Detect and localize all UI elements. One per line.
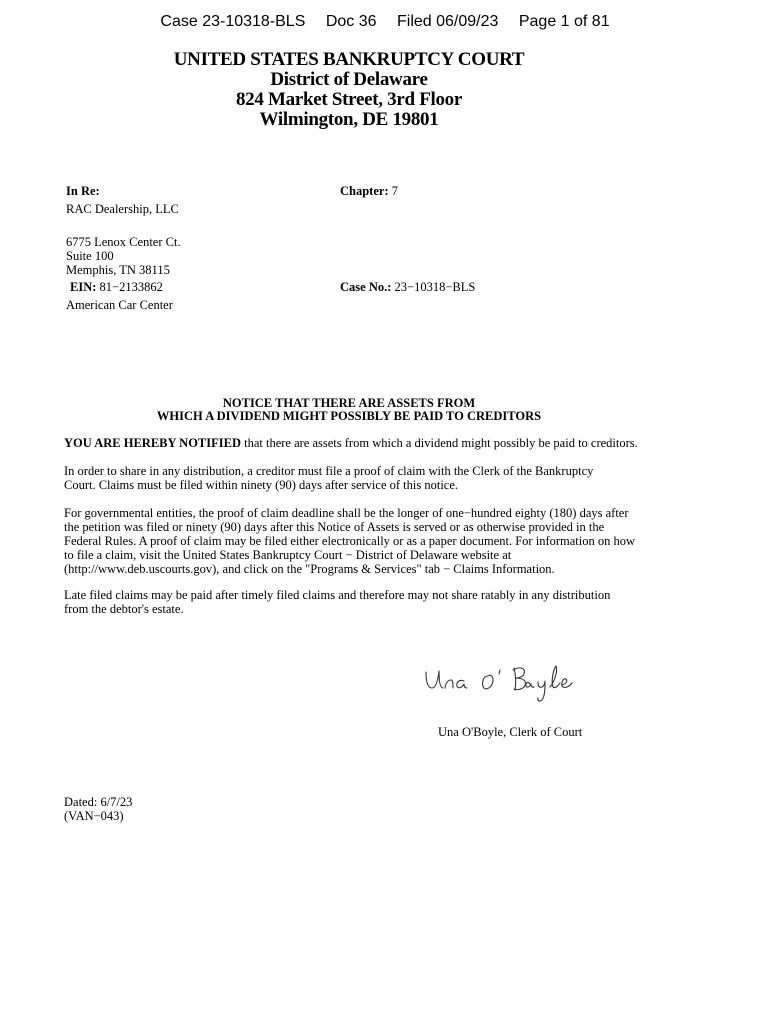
header-filed-date: Filed 06/09/23	[396, 13, 499, 30]
debtor-dba: American Car Center	[66, 298, 173, 312]
clerk-name-title: Una O'Boyle, Clerk of Court	[438, 725, 583, 739]
court-street: 824 Market Street, 3rd Floor	[235, 89, 463, 110]
form-code: (VAN−043)	[64, 809, 124, 823]
notice-paragraph-3: For governmental entities, the proof of claim deadline shall be the longer of one−hundred eighty (180) days after the petition was filed or ninety (90) days after this Notice of Assets is served or as otherwise provided in the Federal Rules. A proof of claim may be filed either electronically or as a paper document. For information on how to file a claim, visit the United States Bankruptcy Court − District of Delaware website at (http://www.deb.uscourts.gov), and click on the "Programs & Services" tab − Claims Information.	[64, 506, 636, 576]
chapter-value: 7	[391, 184, 398, 198]
clerk-signature	[420, 656, 600, 706]
filing-header	[0, 13, 770, 31]
notice-paragraph-2: In order to share in any distribution, a creditor must file a proof of claim with the Clerk of the Bankruptcy Court. Claims must be filed within ninety (90) days after service of this notice.	[64, 464, 594, 492]
case-number-field	[340, 280, 475, 295]
chapter-label: Chapter:	[340, 184, 389, 198]
court-district: District of Delaware	[270, 69, 428, 90]
case-number-label: Case No.:	[340, 280, 392, 294]
dated-line: Dated: 6/7/23	[64, 795, 133, 809]
court-name: UNITED STATES BANKRUPTCY COURT	[173, 49, 525, 70]
ein-label: EIN:	[70, 280, 97, 294]
header-page-count: Page 1 of 81	[518, 13, 610, 30]
notice-title-line2: WHICH A DIVIDEND MIGHT POSSIBLY BE PAID TO CREDITORS	[156, 409, 542, 423]
debtor-name: RAC Dealership, LLC	[66, 202, 179, 216]
case-number-value: 23−10318−BLS	[394, 280, 476, 294]
debtor-ein	[70, 280, 163, 295]
debtor-address-line2: Suite 100	[66, 249, 114, 263]
notice-paragraph-4: Late filed claims may be paid after timely filed claims and therefore may not share ratably in any distribution from the debtor's estate.	[64, 588, 611, 616]
court-city: Wilmington, DE 19801	[259, 109, 439, 130]
notice-paragraph-1	[64, 436, 644, 450]
notified-bold: YOU ARE HEREBY NOTIFIED	[64, 436, 241, 450]
header-doc-number: Doc 36	[325, 13, 377, 30]
debtor-address-line3: Memphis, TN 38115	[66, 263, 170, 277]
in-re-label: In Re:	[66, 184, 100, 198]
header-case-number: Case 23-10318-BLS	[160, 13, 306, 30]
notified-rest: that there are assets from which a dividend might possibly be paid to creditors.	[241, 436, 638, 450]
debtor-address-line1: 6775 Lenox Center Ct.	[66, 235, 181, 249]
chapter-field	[340, 184, 398, 199]
ein-value: 81−2133862	[99, 280, 163, 294]
notice-title-line1: NOTICE THAT THERE ARE ASSETS FROM	[222, 396, 476, 410]
